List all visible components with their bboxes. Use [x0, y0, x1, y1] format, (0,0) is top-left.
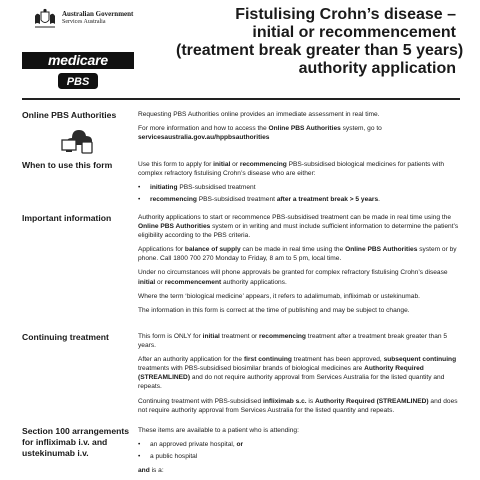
text: Under no circumstances will phone approvals be granted for complex refractory fistulising Crohn’s disease [138, 269, 448, 277]
text: PBS-subsidised biological medicines for patients with complex refractory fistulising Crohn’s disease who are either: [138, 161, 445, 178]
text: can be made in real time using the [240, 246, 346, 254]
label-line: ustekinumab i.v. [22, 448, 89, 458]
text: authority applications. [221, 278, 287, 286]
section-label: Important information [22, 213, 112, 223]
paragraph [138, 292, 460, 301]
paragraph [138, 213, 460, 240]
bold-text: Online PBS Authorities [138, 223, 211, 231]
text: treatment after a treatment break greater than 5 years. [138, 333, 448, 350]
label-line: for infliximab i.v. and [22, 437, 108, 447]
paragraph [138, 306, 460, 315]
bold-text: recommencing [259, 333, 306, 340]
paragraph [138, 245, 460, 263]
text: This form is ONLY for [138, 333, 203, 340]
text: After an authority application for the [138, 356, 244, 364]
gov-agency: Services Australia [62, 19, 106, 25]
text: an approved private hospital, [150, 441, 237, 449]
cloud-computer-icon [60, 126, 98, 154]
gov-name: Australian Government [62, 10, 134, 18]
bold-text: or [236, 441, 244, 449]
text: PBS-subsidised treatment [177, 184, 256, 192]
text: system, go to [340, 125, 382, 133]
header-divider [22, 98, 460, 100]
paragraph [138, 355, 460, 391]
text: Where the term ‘biological medicine’ appears, it refers to adalimumab, infliximab or ustekinumab. [138, 292, 420, 300]
paragraph [138, 268, 460, 286]
paragraph [138, 397, 460, 415]
section-body [138, 213, 460, 320]
section-body [138, 110, 460, 147]
title-line: Fistulising Crohn’s disease – [235, 6, 456, 23]
bold-text: Online PBS Authorities [268, 125, 341, 133]
text: treatment has been approved, [291, 356, 384, 364]
title-line: (treatment break greater than 5 years) [176, 42, 464, 59]
section-label [22, 426, 140, 459]
label-line: Section 100 arrangements [22, 426, 129, 436]
section-important-information [22, 213, 460, 328]
section-label: Online PBS Authorities [22, 110, 117, 120]
text: Authority applications to start or recommence PBS-subsidised treatment can be made in real time using the [138, 214, 451, 221]
text: is a: [149, 467, 164, 475]
bold-text: after a treatment break > 5 years [276, 196, 379, 204]
bold-text: initial [138, 278, 156, 286]
paragraph [138, 124, 460, 142]
section-continuing-treatment [22, 332, 460, 422]
bold-text: recommencing [239, 161, 287, 168]
bold-text: infliximab s.c. [262, 397, 307, 405]
text: system or by phone. Call 1800 700 270 Monday to Friday, 8 am to 5 pm, local time. [138, 246, 457, 263]
section-label: Continuing treatment [22, 332, 109, 342]
text: Applications for [138, 246, 185, 254]
bold-text: balance of supply [184, 246, 241, 254]
title-line: initial or recommencement [252, 24, 456, 41]
paragraph [138, 110, 460, 119]
services-link[interactable]: servicesaustralia.gov.au/hppbsauthorities [138, 134, 270, 142]
bold-text: Authority Required (STREAMLINED) [138, 365, 424, 382]
bold-text: initial [213, 161, 231, 168]
text: Requesting PBS Authorities online provides an immediate assessment in real time. [138, 111, 380, 118]
paragraph [138, 332, 460, 350]
list-item [138, 195, 460, 204]
text: Continuing treatment with PBS-subsidised [138, 397, 263, 405]
list-item [138, 440, 460, 449]
text: and do not require authority approval from Services Australia for the listed quantity and repeats. [138, 374, 445, 391]
bold-text: initial [202, 333, 220, 340]
section-label: When to use this form [22, 160, 113, 170]
section-100-arrangements [22, 426, 460, 478]
form-title [176, 6, 464, 78]
text: treatment or [219, 333, 260, 340]
pbs-logo [58, 73, 98, 89]
text: and does not require authority approval from Services Australia for the listed quantity and repeats. [138, 397, 458, 414]
text: or [155, 278, 165, 286]
text: The information in this form is correct at the time of publishing and may be subject to change. [138, 306, 410, 314]
coat-of-arms-icon [32, 8, 58, 30]
pbs-logo-text: PBS [66, 76, 90, 88]
text: treatments with PBS-subsidised biosimilar brands of biological medicines are [138, 365, 365, 373]
bold-text: initiating [150, 184, 178, 192]
text: a public hospital [150, 453, 198, 461]
text: Use this form to apply for [138, 161, 214, 168]
bold-text: first continuing [243, 356, 292, 364]
section-body [138, 426, 460, 480]
title-line: authority application [298, 60, 456, 77]
text: . [378, 196, 380, 204]
bold-text: Online PBS Authorities [345, 246, 418, 254]
bold-text: recommencing [150, 196, 197, 204]
paragraph [138, 160, 460, 178]
section-online-authorities [22, 110, 460, 160]
list-item [138, 452, 460, 461]
text: or [230, 161, 240, 168]
list-item [138, 183, 460, 192]
medicare-logo: medicare [22, 52, 134, 69]
text: is [306, 397, 316, 405]
text: PBS-subsidised treatment [196, 196, 277, 204]
bold-text: recommencement [164, 278, 222, 286]
bold-text: Authority Required (STREAMLINED) [315, 397, 429, 405]
paragraph [138, 426, 460, 435]
paragraph [138, 466, 460, 475]
bold-text: and [138, 467, 150, 475]
header [0, 0, 480, 100]
bullet-list [138, 183, 460, 204]
text: For more information and how to access the [138, 125, 269, 133]
bold-text: subsequent continuing [383, 356, 457, 364]
text: system or in writing and must include sufficient information to determine the patient’s eligibility according to the PBS criteria. [138, 223, 459, 240]
section-body [138, 332, 460, 420]
section-body [138, 160, 460, 209]
text: These items are available to a patient who is attending: [138, 427, 299, 434]
section-when-to-use [22, 160, 460, 208]
bullet-list [138, 440, 460, 461]
